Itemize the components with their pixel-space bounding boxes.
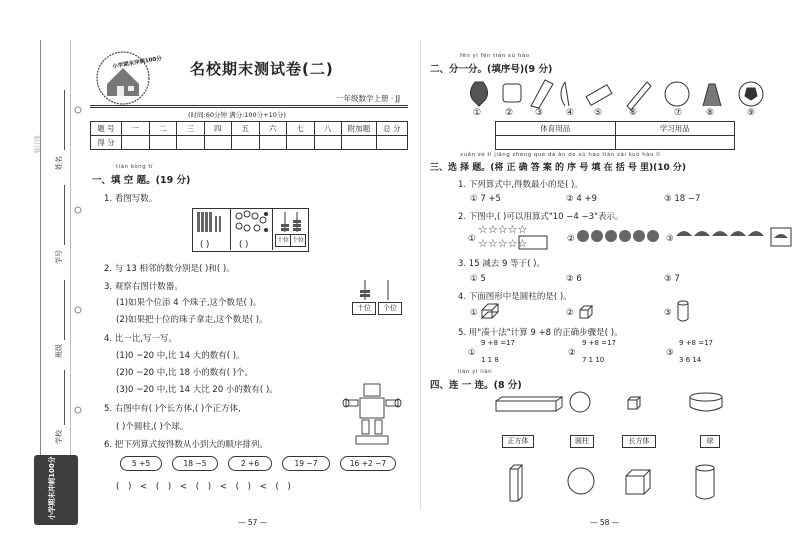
page-number-right: — 58 — <box>590 518 620 527</box>
score-cell[interactable] <box>232 136 260 150</box>
s3-q3-opt-1[interactable]: ① 5 <box>470 274 486 284</box>
q1-abacus-ones-label: 个位 <box>290 234 306 247</box>
q1-blank-2[interactable]: ( ) <box>239 240 249 250</box>
s3-q5-split-1: 1 1 8 <box>481 356 499 364</box>
q4a-text: (1)0 ~20 中,比 14 大的数有( )。 <box>116 351 245 361</box>
q4c-text: (3)0 ~20 中,比 14 大比 20 小的数有( )。 <box>116 385 278 395</box>
label-cuboid[interactable]: 长方体 <box>622 435 656 448</box>
ball-shape-icon <box>566 466 598 498</box>
s3-q4-opt-2[interactable]: ② <box>566 308 574 318</box>
label-cube[interactable]: 正方体 <box>502 435 534 448</box>
s2-num-5: ⑤ <box>594 108 603 118</box>
small-cube-shape-icon <box>626 395 642 411</box>
s3-q5-eq-2: 9 +8 =17 <box>582 339 616 347</box>
tall-prism-shape-icon <box>508 463 524 503</box>
cube-icon <box>578 304 594 320</box>
q6-item-5: 16 +2 −7 <box>340 456 396 471</box>
q1-dots-icon <box>233 210 273 240</box>
s3-pinyin: xuǎn zé tí jiāng zhèng què dá àn de xù hào tián zài kuò hào lǐ <box>460 152 661 158</box>
q1-abacus-icon <box>275 210 307 234</box>
s2-num-8: ⑧ <box>706 108 715 118</box>
s3-q3-opt-3[interactable]: ③ 7 <box>664 274 680 284</box>
shuttlecock-icon <box>703 84 721 106</box>
score-cell[interactable] <box>149 136 177 150</box>
s3-q2-text: 2. 下图中,( )可以用算式"10 −4 −3"表示。 <box>458 212 624 222</box>
s1-pinyin: tián kòng tí <box>116 164 154 170</box>
pencil-icon <box>627 82 651 110</box>
eraser-icon <box>586 85 612 106</box>
q1-bundles-icon <box>195 210 230 240</box>
s2-num-7: ⑦ <box>674 108 683 118</box>
field-class-label: 班级 <box>55 344 63 358</box>
s3-q1-opt-3[interactable]: ③ 18 −7 <box>664 194 701 204</box>
q3-ones-label: 个位 <box>378 302 402 315</box>
cut-line-label: 装订线 <box>34 135 42 154</box>
s3-q2-opt-1[interactable]: ① <box>468 234 476 244</box>
s3-q3-opt-2[interactable]: ② 6 <box>566 274 582 284</box>
q5-robot-icon <box>340 380 405 450</box>
brand-badge: 小学期末冲刺100分 <box>34 455 78 525</box>
s3-q5-opt-3[interactable]: ③ <box>666 348 674 358</box>
q6-item-4: 19 −7 <box>282 456 330 471</box>
sports-answer-cell[interactable] <box>496 136 616 150</box>
score-cell[interactable] <box>314 136 342 150</box>
score-cell[interactable] <box>204 136 232 150</box>
tall-cylinder-shape-icon <box>694 464 716 502</box>
q2-text: 2. 与 13 相邻的数分别是( )和( )。 <box>104 264 235 274</box>
field-id-label: 学号 <box>55 250 63 264</box>
q4b-text: (2)0 ~20 中,比 18 小的数有( )个。 <box>116 368 254 378</box>
s3-q5-text: 5. 用"凑十法"计算 9 +8 的正确步骤是( )。 <box>458 328 623 338</box>
prism-icon <box>480 302 500 322</box>
score-cell[interactable] <box>177 136 205 150</box>
badminton-icon <box>470 82 487 106</box>
s3-q3-text: 3. 15 减去 9 等于( )。 <box>458 259 545 269</box>
q1-abacus-tens-label: 十位 <box>275 234 291 247</box>
q6-text: 6. 把下列算式按得数从小到大的顺序排列。 <box>104 440 268 450</box>
q1-blank-1[interactable]: ( ) <box>200 240 210 250</box>
exam-subtitle: 一年级数学上册 · JJ <box>336 94 401 103</box>
flat-cylinder-shape-icon <box>688 392 728 414</box>
s2-num-1: ① <box>473 108 482 118</box>
score-cell[interactable] <box>287 136 315 150</box>
q3a-text: (1)如果个位添 4 个珠子,这个数是( )。 <box>116 298 262 308</box>
s3-q4-text: 4. 下面图形中是圆柱的是( )。 <box>458 292 572 302</box>
s3-q5-opt-2[interactable]: ② <box>568 348 576 358</box>
q3b-text: (2)如果把十位的珠子拿走,这个数是( )。 <box>116 315 268 325</box>
s3-q2-opt-2[interactable]: ② <box>567 234 575 244</box>
jump-rope-icon <box>503 84 521 102</box>
s3-q4-opt-1[interactable]: ① <box>470 308 478 318</box>
s2-classify-table: 体育用品 学习用品 <box>495 121 735 150</box>
umbrellas-icon <box>676 226 800 250</box>
q6-item-3: 2 +6 <box>228 456 272 471</box>
section-4-title: 四、连 一 连。(8 分) <box>430 380 522 391</box>
q6-item-1: 5 +5 <box>120 456 162 471</box>
q5b-text: ( )个圆柱,( )个球。 <box>116 422 189 432</box>
cylinder-icon <box>676 300 690 322</box>
basketball-icon <box>665 82 689 106</box>
box-shape-icon <box>494 395 564 415</box>
cube-shape-icon <box>624 468 652 496</box>
q3-text: 3. 观察右图计数器。 <box>104 282 183 292</box>
s4-pinyin: lián yi lián <box>458 369 493 375</box>
bow-icon <box>561 82 569 106</box>
s2-pinyin: fēn yi fēn tián xù hào <box>460 53 530 59</box>
score-cell[interactable] <box>122 136 150 150</box>
s3-q5-eq-3: 9 +8 =17 <box>679 339 713 347</box>
study-answer-cell[interactable] <box>615 136 735 150</box>
score-cell[interactable] <box>342 136 377 150</box>
q3-tens-label: 十位 <box>352 302 376 315</box>
svg-text:☆☆☆☆☆: ☆☆☆☆☆ <box>478 223 528 236</box>
q5a-text: 5. 右图中有( )个长方体,( )个正方体, <box>104 404 241 414</box>
s3-q5-split-2: 7 1 10 <box>582 356 605 364</box>
q6-item-2: 18 −5 <box>172 456 218 471</box>
s2-num-3: ③ <box>535 108 544 118</box>
s3-q1-opt-1[interactable]: ① 7 +5 <box>470 194 501 204</box>
s3-q1-text: 1. 下列算式中,得数最小的是( )。 <box>458 180 583 190</box>
binding-sidebar <box>0 0 80 560</box>
score-cell[interactable] <box>259 136 287 150</box>
section-1-title: 一、填 空 题。(19 分) <box>92 175 191 186</box>
label-sphere[interactable]: 球 <box>700 435 720 448</box>
score-table: 题 号 一 二 三 四 五 六 七 八 附加题 总 分 得 分 <box>90 121 408 150</box>
section-3-title: 三、选 择 题。(将 正 确 答 案 的 序 号 填 在 括 号 里)(10 分) <box>430 163 686 173</box>
s3-q5-eq-1: 9 +8 =17 <box>481 339 515 347</box>
q4-text: 4. 比一比,写一写。 <box>104 334 178 344</box>
exam-meta: (时间:60分钟 满分:100分+10分) <box>188 111 286 119</box>
s2-num-6: ⑥ <box>629 108 638 118</box>
balls-icon <box>577 226 662 250</box>
s2-num-4: ④ <box>566 108 575 118</box>
s2-num-2: ② <box>505 108 514 118</box>
sphere-shape-icon <box>568 390 592 414</box>
q1-text: 1. 看图写数。 <box>104 194 158 204</box>
s3-q1-opt-2[interactable]: ② 4 +9 <box>566 194 597 204</box>
field-name-label: 姓名 <box>55 156 63 170</box>
label-cylinder[interactable]: 圆柱 <box>570 435 594 448</box>
page-number-left: — 57 — <box>238 518 268 527</box>
q6-answer-line[interactable]: ( ) < ( ) < ( ) < ( ) < ( ) <box>116 482 294 492</box>
logo-text: 小学期末冲刺100分 <box>112 55 163 71</box>
svg-text:☆☆☆☆☆: ☆☆☆☆☆ <box>478 237 528 250</box>
ruler-icon <box>531 80 553 108</box>
s3-q2-opt-3[interactable]: ③ <box>666 234 674 244</box>
section-2-title: 二、分一分。(填序号)(9 分) <box>430 64 553 75</box>
page-title: 名校期末测试卷(二) <box>190 60 334 78</box>
score-cell[interactable] <box>377 136 408 150</box>
s3-q4-opt-3[interactable]: ③ <box>664 308 672 318</box>
s3-q5-opt-1[interactable]: ① <box>468 348 476 358</box>
stars-icon <box>478 222 558 250</box>
field-school-label: 学校 <box>55 430 63 444</box>
s3-q5-split-3: 3 6 14 <box>679 356 702 364</box>
s2-num-9: ⑨ <box>747 108 756 118</box>
